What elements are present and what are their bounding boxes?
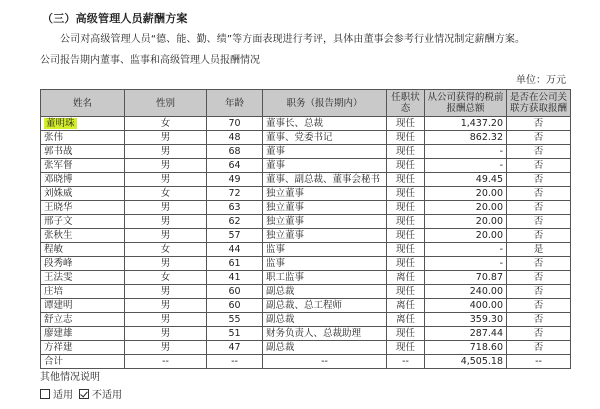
header-pay: 从公司获得的税前报酬总额 — [425, 90, 507, 117]
cell-age: 68 — [207, 145, 263, 159]
cell-status: 现任 — [387, 187, 425, 201]
cell-status: 现任 — [387, 145, 425, 159]
table-row — [41, 187, 571, 201]
cell-pay: 70.87 — [425, 271, 507, 285]
total-cell: -- — [125, 355, 207, 369]
cell-name: 张军督 — [41, 159, 125, 173]
cell-gender: 男 — [125, 201, 207, 215]
cell-gender: 男 — [125, 257, 207, 271]
table-row — [41, 117, 571, 131]
table-row — [41, 173, 571, 187]
checkbox-applicable[interactable] — [40, 389, 50, 399]
header-related-party: 是否在公司关联方获取报酬 — [507, 90, 571, 117]
remuneration-table — [40, 89, 571, 369]
header-age: 年龄 — [207, 90, 263, 117]
cell-name: 郭书战 — [41, 145, 125, 159]
cell-name: 张秋生 — [41, 229, 125, 243]
header-gender: 性别 — [125, 90, 207, 117]
cell-status: 现任 — [387, 341, 425, 355]
highlighted-name: 董明珠 — [46, 118, 75, 129]
unit-label: 单位：万元 — [516, 75, 566, 86]
cell-position: 董事、党委书记 — [263, 131, 387, 145]
table-row — [41, 215, 571, 229]
cell-name: 刘姝威 — [41, 187, 125, 201]
cell-gender: 女 — [125, 117, 207, 131]
cell-pay: - — [425, 243, 507, 257]
cell-age: 48 — [207, 131, 263, 145]
table-row — [41, 229, 571, 243]
cell-related-party: 否 — [507, 327, 571, 341]
cell-position: 董事 — [263, 159, 387, 173]
cell-status: 现任 — [387, 215, 425, 229]
cell-gender: 男 — [125, 173, 207, 187]
table-row — [41, 327, 571, 341]
cell-status: 现任 — [387, 201, 425, 215]
cell-gender: 男 — [125, 215, 207, 229]
cell-age: 49 — [207, 173, 263, 187]
cell-status: 现任 — [387, 229, 425, 243]
cell-position: 独立董事 — [263, 229, 387, 243]
option-not-applicable-label: 不适用 — [92, 390, 122, 401]
cell-status: 现任 — [387, 327, 425, 341]
cell-position: 董事长、总裁 — [263, 117, 387, 131]
cell-status: 离任 — [387, 299, 425, 313]
cell-age: 70 — [207, 117, 263, 131]
table-row — [41, 299, 571, 313]
cell-name: 方祥建 — [41, 341, 125, 355]
cell-position: 独立董事 — [263, 215, 387, 229]
cell-position: 监事 — [263, 257, 387, 271]
cell-age: 44 — [207, 243, 263, 257]
table-row — [41, 313, 571, 327]
cell-position: 董事、副总裁、董事会秘书 — [263, 173, 387, 187]
cell-name: 邢子文 — [41, 215, 125, 229]
cell-age: 61 — [207, 257, 263, 271]
cell-pay: - — [425, 145, 507, 159]
cell-status: 现任 — [387, 285, 425, 299]
cell-related-party: 否 — [507, 215, 571, 229]
cell-age: 63 — [207, 201, 263, 215]
cell-position: 副总裁 — [263, 285, 387, 299]
cell-age: 57 — [207, 229, 263, 243]
cell-pay: 1,437.20 — [425, 117, 507, 131]
cell-pay: - — [425, 159, 507, 173]
total-cell: -- — [387, 355, 425, 369]
header-position: 职务（报告期内） — [263, 90, 387, 117]
cell-pay: - — [425, 257, 507, 271]
cell-status: 现任 — [387, 257, 425, 271]
cell-gender: 男 — [125, 145, 207, 159]
cell-position: 职工监事 — [263, 271, 387, 285]
cell-gender: 女 — [125, 243, 207, 257]
cell-name — [41, 117, 125, 131]
cell-gender: 男 — [125, 229, 207, 243]
total-pay: 4,505.18 — [425, 355, 507, 369]
cell-age: 62 — [207, 215, 263, 229]
cell-position: 监事 — [263, 243, 387, 257]
cell-age: 41 — [207, 271, 263, 285]
cell-related-party: 否 — [507, 201, 571, 215]
header-name: 姓名 — [41, 90, 125, 117]
cell-age: 60 — [207, 285, 263, 299]
applicability-options — [40, 386, 126, 401]
cell-related-party: 否 — [507, 271, 571, 285]
section-heading: （三）高级管理人员薪酬方案 — [42, 12, 188, 25]
cell-related-party: 否 — [507, 257, 571, 271]
cell-related-party: 否 — [507, 145, 571, 159]
cell-gender: 男 — [125, 285, 207, 299]
other-info-label: 其他情况说明 — [40, 372, 100, 383]
cell-name: 邓晓博 — [41, 173, 125, 187]
cell-age: 64 — [207, 159, 263, 173]
cell-position: 独立董事 — [263, 187, 387, 201]
table-row — [41, 271, 571, 285]
cell-age: 51 — [207, 327, 263, 341]
cell-pay: 400.00 — [425, 299, 507, 313]
table-row — [41, 201, 571, 215]
cell-age: 55 — [207, 313, 263, 327]
cell-status: 离任 — [387, 271, 425, 285]
cell-status: 现任 — [387, 131, 425, 145]
cell-name: 段秀峰 — [41, 257, 125, 271]
cell-related-party: 否 — [507, 285, 571, 299]
cell-related-party: 否 — [507, 117, 571, 131]
cell-age: 72 — [207, 187, 263, 201]
cell-related-party: 否 — [507, 131, 571, 145]
cell-status: 现任 — [387, 173, 425, 187]
table-row — [41, 285, 571, 299]
header-status: 任职状态 — [387, 90, 425, 117]
cell-pay: 718.60 — [425, 341, 507, 355]
cell-pay: 862.32 — [425, 131, 507, 145]
cell-age: 47 — [207, 341, 263, 355]
cell-pay: 287.44 — [425, 327, 507, 341]
table-row — [41, 257, 571, 271]
table-row — [41, 131, 571, 145]
cell-related-party: 否 — [507, 229, 571, 243]
cell-status: 现任 — [387, 117, 425, 131]
cell-age: 60 — [207, 299, 263, 313]
cell-position: 副总裁 — [263, 341, 387, 355]
total-label: 合计 — [41, 355, 125, 369]
cell-name: 谭建明 — [41, 299, 125, 313]
cell-pay: 20.00 — [425, 215, 507, 229]
cell-status: 现任 — [387, 159, 425, 173]
table-row — [41, 145, 571, 159]
cell-gender: 男 — [125, 341, 207, 355]
total-cell: -- — [207, 355, 263, 369]
total-row — [41, 355, 571, 369]
cell-related-party: 是 — [507, 243, 571, 257]
cell-name: 舒立志 — [41, 313, 125, 327]
cell-pay: 20.00 — [425, 201, 507, 215]
table-row — [41, 341, 571, 355]
intro-paragraph: 公司对高级管理人员“德、能、勤、绩”等方面表现进行考评，具体由董事会参考行业情况制定薪酬方案。 — [60, 34, 526, 45]
cell-position: 独立董事 — [263, 201, 387, 215]
cell-gender: 男 — [125, 327, 207, 341]
cell-status: 离任 — [387, 313, 425, 327]
total-cell: -- — [507, 355, 571, 369]
cell-name: 张伟 — [41, 131, 125, 145]
cell-name: 廖建雄 — [41, 327, 125, 341]
cell-pay: 49.45 — [425, 173, 507, 187]
cell-related-party: 否 — [507, 341, 571, 355]
table-row — [41, 159, 571, 173]
checkbox-not-applicable[interactable] — [79, 389, 89, 399]
cell-name: 王法雯 — [41, 271, 125, 285]
cell-position: 董事 — [263, 145, 387, 159]
total-cell: -- — [263, 355, 387, 369]
cell-related-party: 否 — [507, 187, 571, 201]
cell-position: 副总裁、总工程师 — [263, 299, 387, 313]
cell-name: 庄培 — [41, 285, 125, 299]
cell-related-party: 否 — [507, 313, 571, 327]
cell-position: 财务负责人、总裁助理 — [263, 327, 387, 341]
cell-status: 现任 — [387, 243, 425, 257]
table-caption: 公司报告期内董事、监事和高级管理人员报酬情况 — [40, 55, 260, 66]
cell-gender: 男 — [125, 159, 207, 173]
cell-name: 王晓华 — [41, 201, 125, 215]
cell-related-party: 否 — [507, 299, 571, 313]
cell-related-party: 否 — [507, 173, 571, 187]
cell-gender: 男 — [125, 313, 207, 327]
cell-pay: 240.00 — [425, 285, 507, 299]
cell-position: 副总裁 — [263, 313, 387, 327]
cell-gender: 男 — [125, 299, 207, 313]
cell-pay: 20.00 — [425, 229, 507, 243]
cell-gender: 女 — [125, 187, 207, 201]
cell-pay: 359.30 — [425, 313, 507, 327]
cell-name: 程敏 — [41, 243, 125, 257]
cell-related-party: 否 — [507, 159, 571, 173]
option-applicable-label: 适用 — [53, 390, 73, 401]
cell-gender: 男 — [125, 131, 207, 145]
cell-pay: 20.00 — [425, 187, 507, 201]
table-header-row — [41, 90, 571, 117]
table-row — [41, 243, 571, 257]
cell-gender: 女 — [125, 271, 207, 285]
